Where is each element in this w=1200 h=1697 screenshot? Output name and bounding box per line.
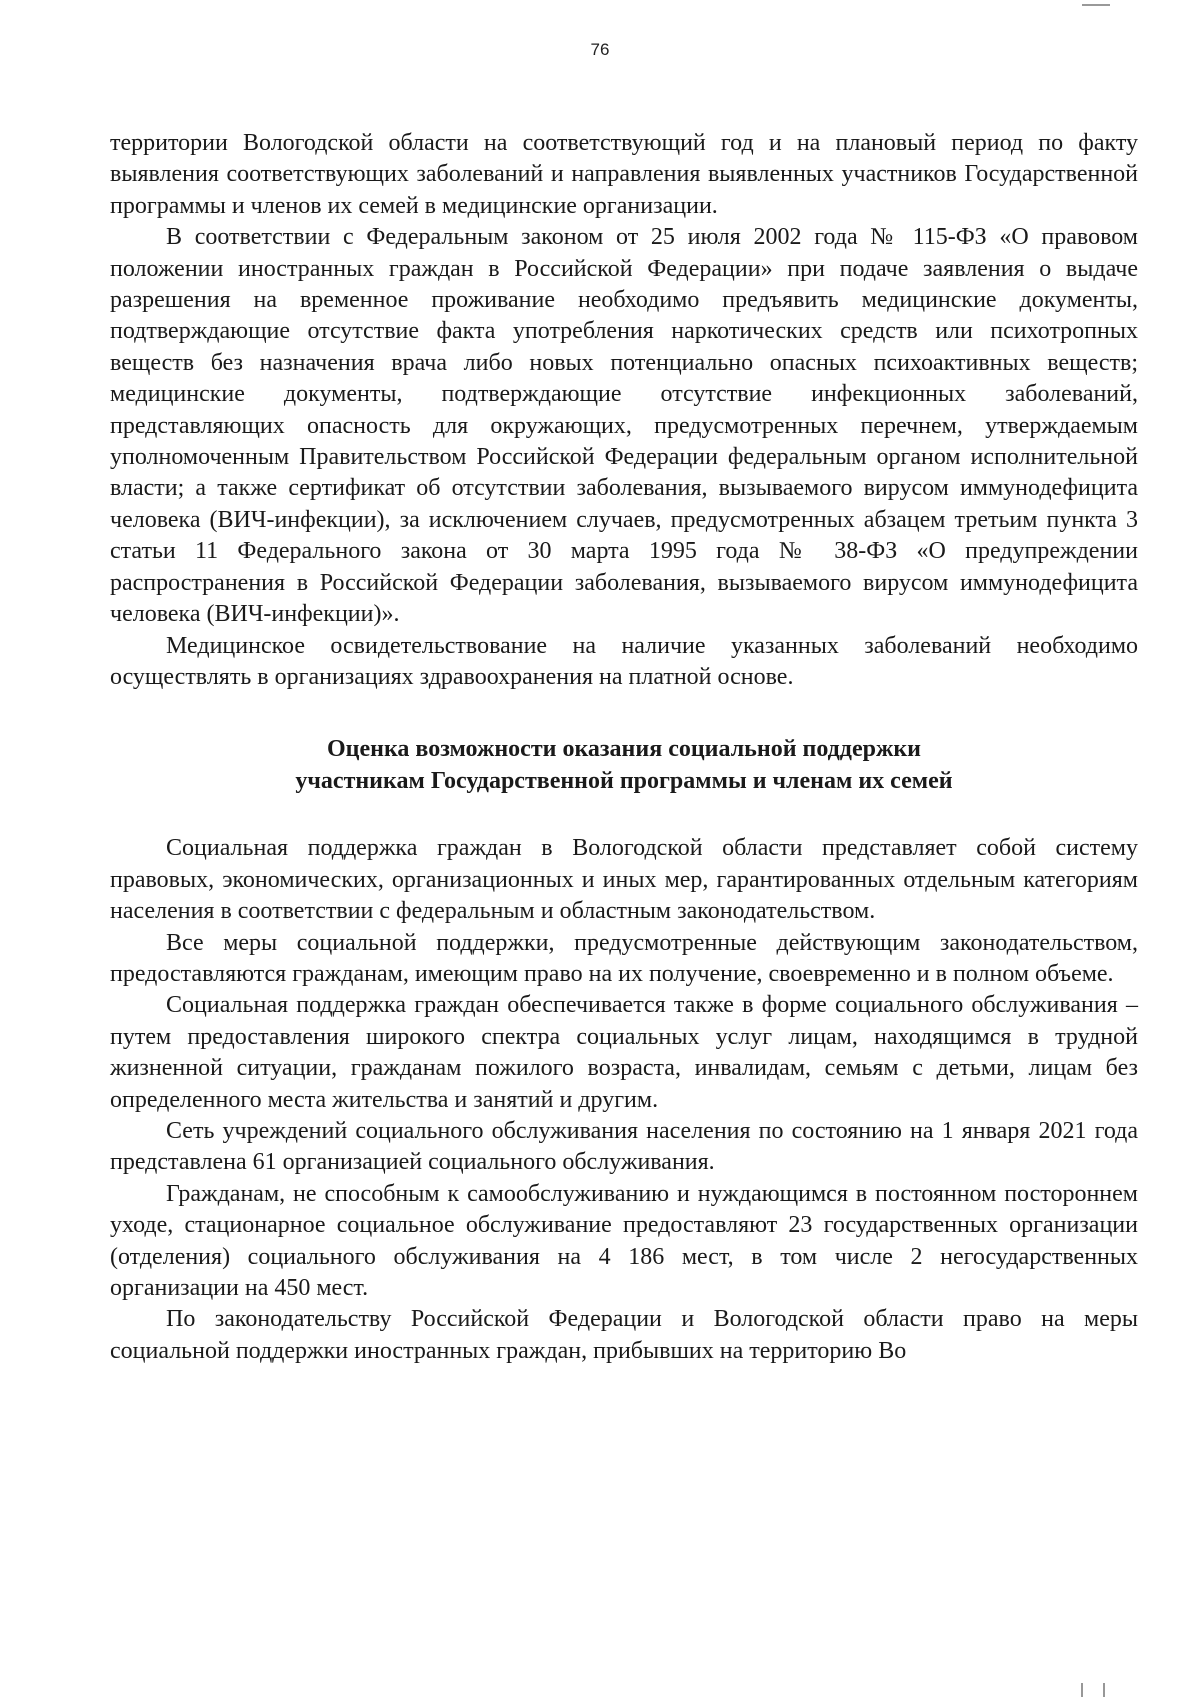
page-number: 76	[590, 40, 610, 59]
document-body	[110, 128, 1138, 1367]
paragraph: Социальная поддержка граждан обеспечивается также в форме социального обслуживания – путем предоставления широкого спектра социальных услуг лицам, находящимся в трудной жизненной ситуации, гражданам пожилого возраста, инвалидам, семьям с детьми, лицам без определенного места жительства и занятий и другим.	[110, 992, 1138, 1113]
paragraph: Гражданам, не способным к самообслуживанию и нуждающимся в постоянном постороннем уходе, стационарное социальное обслуживание предоставляют 23 государственных организации (отделения) социального обслуживания на 4 186 мест, в том числе 2 негосударственных организации на 450 мест.	[110, 1180, 1138, 1301]
paragraph: территории Вологодской области на соответствующий год и на плановый период по факту выявления соответствующих заболеваний и направления выявленных участников Государственной программы и членов их семей в медицинские организации.	[110, 130, 1138, 219]
scan-artifact-top	[1082, 0, 1110, 6]
section-heading	[110, 733, 1138, 797]
paragraph: Социальная поддержка граждан в Вологодской области представляет собой систему правовых, экономических, организационных и иных мер, гарантированных отдельным категориям населения в соответствии с федеральным и областным законодательством.	[110, 835, 1138, 925]
section-heading-line: Оценка возможности оказания социальной поддержки	[326, 736, 922, 763]
section-heading-line: участникам Государственной программы и членам их семей	[295, 768, 953, 795]
scan-artifact-bottom	[1081, 1683, 1105, 1697]
paragraph: В соответствии с Федеральным законом от 25 июля 2002 года № 115-ФЗ «О правовом положении иностранных граждан в Российской Федерации» при подаче заявления о выдаче разрешения на временное проживание необходимо предъявить медицинские документы, подтверждающие отсутствие факта употребления наркотических средств или психотропных веществ без назначения врача либо новых потенциально опасных психоактивных веществ; медицинские документы, подтверждающие отсутствие инфекционных заболеваний, представляющих опасность для окружающих, предусмотренных перечнем, утверждаемым уполномоченным Правительством Российской Федерации федеральным органом исполнительной власти; а также сертификат об отсутствии заболевания, вызываемого вирусом иммунодефицита человека (ВИЧ-инфекции), за исключением случаев, предусмотренных абзацем третьим пункта 3 статьи 11 Федерального закона от 30 марта 1995 года № 38-ФЗ «О предупреждении распространения в Российской Федерации заболевания, вызываемого вирусом иммунодефицита человека (ВИЧ-инфекции)».	[110, 224, 1138, 628]
paragraph: Медицинское освидетельствование на наличие указанных заболеваний необходимо осуществлять в организациях здравоохранения на платной основе.	[110, 632, 1138, 690]
paragraph: Сеть учреждений социального обслуживания населения по состоянию на 1 января 2021 года представлена 61 организацией социального обслуживания.	[110, 1117, 1138, 1176]
paragraph: Все меры социальной поддержки, предусмотренные действующим законодательством, предоставляются гражданам, имеющим право на их получение, своевременно и в полном объеме.	[110, 929, 1138, 987]
paragraph: По законодательству Российской Федерации и Вологодской области право на меры социальной поддержки иностранных граждан, прибывших на территорию Во	[110, 1306, 1138, 1364]
